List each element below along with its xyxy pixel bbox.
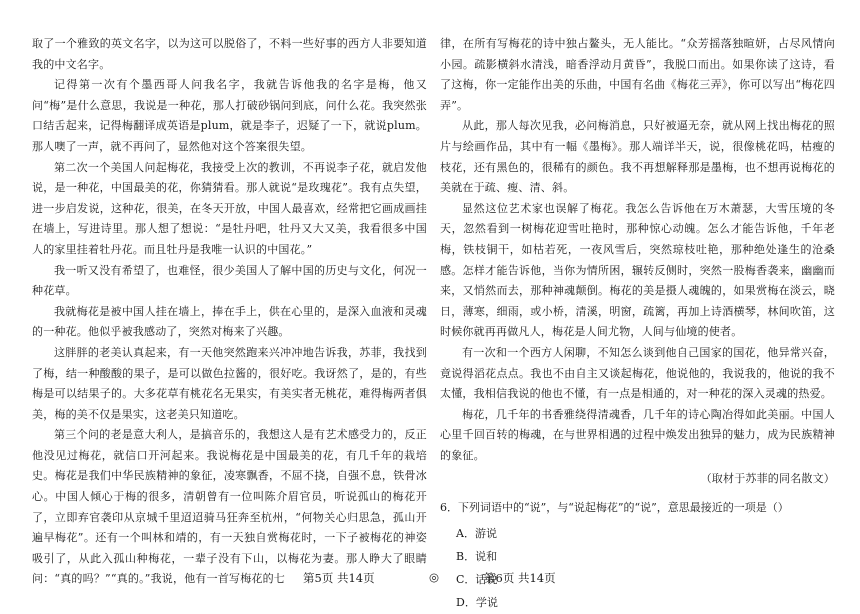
source-citation: （取材于苏菲的同名散文）: [700, 472, 835, 486]
option-b[interactable]: B．说和: [456, 550, 498, 564]
option-a[interactable]: A．游说: [456, 527, 497, 541]
paragraph: 记得第一次有个墨西哥人问我名字，我就告诉他我的名字是梅，他又问“梅”是什么意思，我说是一种花，那人打破砂锅问到底，问什么花。我突然张口结舌起来，记得梅翻译成英语是plum，就是李子，迟疑了一下，就说plum。那人噢了一声，就不再问了，显然他对这个答案很失望。: [32, 78, 427, 153]
paragraph: 从此，那人每次见我，必问梅消息，只好被逼无奈，就从网上找出梅花的照片与绘画作品，其中有一幅《墨梅》。那人端详半天，说，很像桃花吗，枯瘦的枝花，还有黑色的，很稀有的颜色。我不再想解释那是墨梅，也不想再说梅花的美就在于疏、瘦、清、斜。: [440, 119, 835, 195]
paragraph: 取了一个雅致的英文名字，以为这可以脱俗了，不料一些好事的西方人非要知道我的中文名字。: [32, 37, 427, 71]
paragraph: 这胖胖的老美认真起来，有一天他突然跑来兴冲冲地告诉我，苏菲，我找到了梅，结一种酸酸的果子，是可以做色拉酱的，很好吃。我讶然了，是的，有些梅是可以结果子的。大多花草有桃花名无果实，有美实者无桃花，难得梅两者俱美，梅的美不仅是果实，这老美只知道吃。: [32, 345, 427, 421]
right-column: [440, 34, 835, 614]
option-c[interactable]: C．话说: [456, 573, 498, 587]
paragraph: 我就梅花是被中国人挂在墙上，捧在手上，供在心里的，是深入血液和灵魂的一种花。他似乎被我感动了，突然对梅来了兴趣。: [32, 304, 427, 339]
question-6: 6．下列词语中的“说”，与“说起梅花”的“说”，意思最接近的一项是（）: [440, 501, 789, 515]
paragraph: 律，在所有写梅花的诗中独占鳌头，无人能比。“众芳摇落独暄妍，占尽风情向小园。疏影横斜水清浅，暗香浮动月黄昏”，我脱口而出。如果你读了这诗，看了这梅，你一定能作出美的乐曲，中国有名曲《梅花三弄》，你可以写出“梅花四弄”。: [440, 37, 835, 112]
page-number-left: 第5页 共14页: [303, 571, 375, 585]
page-number-right: 第6页 共14页: [484, 571, 556, 585]
paragraph: 有一次和一个西方人闲聊，不知怎么谈到他自己国家的国花，他异常兴奋，竟说得滔花点点。我也不由自主又谈起梅花，他说他的，我说我的，他说的我不太懂，我相信我说的他也不懂，有一点是相通的，对一种花的深入灵魂的热爱。: [440, 345, 835, 401]
answer-options: [440, 522, 835, 614]
left-column: [32, 34, 427, 590]
paragraph: 我一听又没有希望了，也难怪，很少美国人了解中国的历史与文化，何况一种花草。: [32, 263, 427, 298]
center-mark-icon: ◎: [429, 570, 440, 584]
paragraph: 第三个问的老是意大利人，是搞音乐的，我想这人是有艺术感受力的，反正他没见过梅花，就信口开河起来。我说梅花是中国最美的花，有几千年的栽培史。梅花是我们中华民族精神的象征，凌寒飘香，不屈不挠，自强不息，铁骨冰心。中国人倾心于梅的很多，清朝曾有一位叫陈介眉官员，听说孤山的梅花开了，立即弃官袭印从京城千里迢迢骑马狂奔至杭州，“何物关心归思急，孤山开遍早梅花”。还有一个叫林和靖的，有一天独自赏梅花时，一下子被梅花的神姿吸引了，从此入孤山种梅花，一辈子没有下山，以梅花为妻。那人睁大了眼睛问：“真的吗？”“真的。”我说，他有一首写梅花的七: [32, 428, 427, 586]
paragraph: 显然这位艺术家也误解了梅花。我怎么告诉他在万木萧瑟，大雪压境的冬天，忽然看到一树梅花迎雪吐艳时，那种惊心动魄。怎么才能告诉他，千年老梅，铁枝铜干，如枯若死，一夜风雪后，突然琼枝吐艳，那种绝处逢生的沧桑感。怎样才能告诉他，当你为情所困，辗转反侧时，突然一股梅香袭来，幽幽而来，又悄然而去，那种神魂颠倒。梅花的美是摄人魂魄的，如果赏梅在淡云，晓日，薄寒，细雨，或小桥，清溪，明窗，疏篱，再加上诗酒横琴，林间吹笛，这时候你就再再做凡人，梅花是人间尤物，人间与仙境的使者。: [440, 201, 835, 339]
paragraph: 梅花，几千年的书香雅绕得清魂香，几千年的诗心陶冶得如此美丽。中国人心里千回百转的梅魂，在与世界相遇的过程中焕发出独异的魅力，成为民族精神的象征。: [440, 407, 835, 462]
option-d[interactable]: D．学说: [456, 596, 498, 610]
paragraph: 第二次一个美国人问起梅花，我接受上次的教训，不再说李子花，就启发他说，是一种花，中国最美的花，你猜猜看。那人就说“是玫瑰花”。我有点失望，进一步启发说，这种花，很美，在冬天开放，中国人最喜欢，经常把它画成画挂在墙上，写进诗里。那人想了想说：“是牡丹吧，牡丹又大又美，我看很多中国人的家里挂着牡丹花。而且牡丹是我唯一认识的中国花。”: [32, 160, 427, 256]
